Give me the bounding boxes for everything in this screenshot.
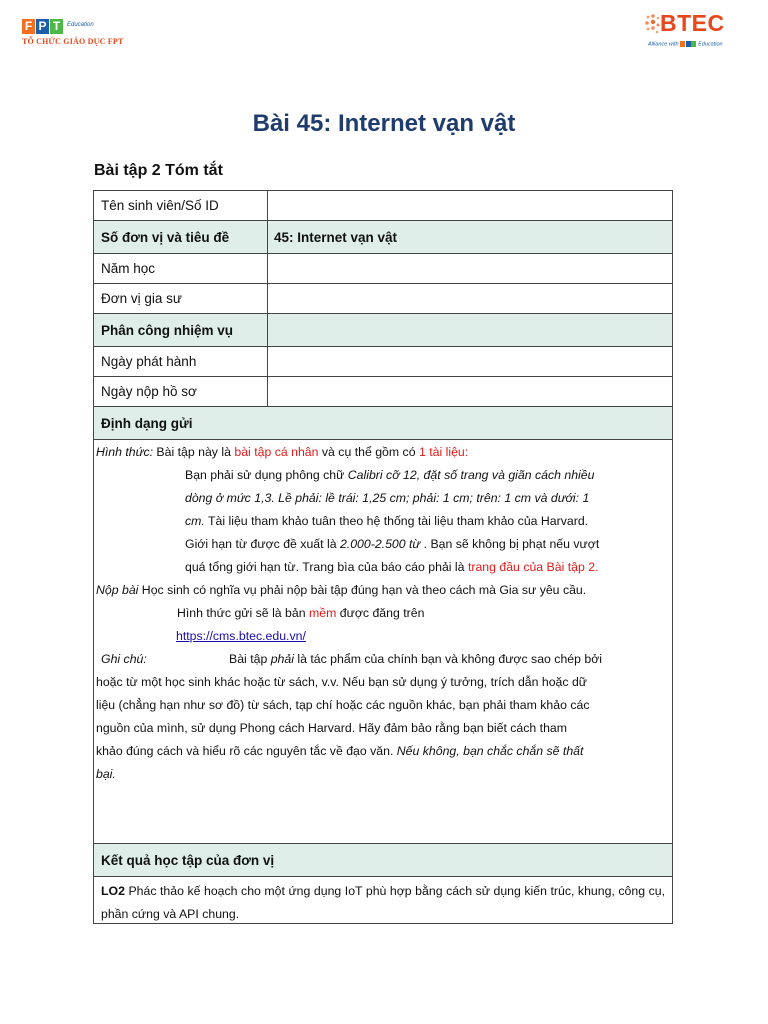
table-row-issue-date bbox=[94, 347, 672, 377]
outcome-text: LO2 Phác thảo kế hoạch cho một ứng dụng IoT phù hợp bằng cách sử dụng kiến trúc, khung, công cụ, phần cứng và API chung. bbox=[101, 884, 665, 921]
row-label: Năm học bbox=[94, 254, 268, 283]
table-row-outcome-heading bbox=[94, 844, 672, 877]
assignment-table bbox=[93, 190, 673, 924]
fpt-logo-t: T bbox=[50, 19, 63, 34]
desc-line: Bài tập phải là tác phẩm của chính bạn và không được sao chép bởi bbox=[229, 652, 603, 666]
desc-line: Hình thức: Bài tập này là bài tập cá nhân và cụ thể gồm có 1 tài liệu: bbox=[96, 445, 469, 459]
desc-line bbox=[176, 625, 306, 648]
row-value bbox=[268, 347, 672, 376]
desc-line: liệu (chẳng hạn như sơ đồ) từ sách, tạp chí hoặc các nguồn khác, bạn phải tham khảo các bbox=[96, 698, 590, 712]
btec-alliance-suffix: Education bbox=[698, 41, 723, 48]
table-row-assignment bbox=[94, 314, 672, 347]
fpt-logo-p: P bbox=[36, 19, 49, 34]
desc-line: cm. Tài liệu tham khảo tuân theo hệ thống tài liệu tham khảo của Harvard. bbox=[185, 514, 589, 528]
fpt-edu-label: Education bbox=[67, 22, 94, 28]
desc-line: quá tổng giới hạn từ. Trang bìa của báo cáo phải là trang đầu của Bài tập 2. bbox=[185, 560, 599, 574]
btec-alliance bbox=[648, 41, 723, 47]
fpt-logo-f: F bbox=[22, 19, 35, 34]
format-description bbox=[94, 440, 672, 844]
assignment-subtitle: Bài tập 2 Tóm tắt bbox=[94, 162, 223, 179]
desc-line: nguồn của mình, sử dụng Phong cách Harvard. Hãy đảm bảo rằng bạn biết cách tham bbox=[96, 721, 568, 735]
cms-link[interactable]: https://cms.btec.edu.vn/ bbox=[176, 629, 306, 643]
row-value bbox=[268, 284, 672, 313]
table-row-year bbox=[94, 254, 672, 284]
row-value bbox=[268, 254, 672, 283]
fpt-education-logo bbox=[22, 12, 123, 46]
table-row-student bbox=[94, 191, 672, 221]
row-label: Ngày nộp hồ sơ bbox=[94, 377, 268, 406]
desc-line: khảo đúng cách và hiểu rõ các nguyên tắc về đạo văn. Nếu không, bạn chắc chắn sẽ thất bbox=[96, 744, 584, 758]
table-row-submit-date bbox=[94, 377, 672, 407]
row-value bbox=[268, 377, 672, 406]
desc-line: Nộp bài Học sinh có nghĩa vụ phải nộp bài tập đúng hạn và theo cách mà Gia sư yêu cầu. bbox=[96, 583, 587, 597]
row-value bbox=[268, 314, 672, 346]
desc-line: hoặc từ một học sinh khác hoặc từ sách, v.v. Nếu bạn sử dụng ý tưởng, trích dẫn hoặc dữ bbox=[96, 675, 588, 689]
btec-wordmark: BTEC bbox=[660, 10, 725, 36]
row-label: Đơn vị gia sư bbox=[94, 284, 268, 313]
desc-line: Giới hạn từ được đề xuất là 2.000-2.500 từ . Bạn sẽ không bị phạt nếu vượt bbox=[185, 537, 600, 551]
row-label: Tên sinh viên/Số ID bbox=[94, 191, 268, 220]
table-row-unit bbox=[94, 221, 672, 254]
row-label: Số đơn vị và tiêu đề bbox=[94, 221, 268, 253]
fpt-org-name: TỔ CHỨC GIÁO DỤC FPT bbox=[22, 37, 124, 46]
table-row-tutor bbox=[94, 284, 672, 314]
table-row-outcome bbox=[94, 877, 672, 923]
row-label: Ngày phát hành bbox=[94, 347, 268, 376]
table-row-format-heading bbox=[94, 407, 672, 440]
desc-line: Hình thức gửi sẽ là bản mềm được đăng trên bbox=[177, 606, 425, 620]
desc-line: dòng ở mức 1,3. Lề phải: lề trái: 1,25 cm; phải: 1 cm; trên: 1 cm và dưới: 1 bbox=[185, 491, 590, 505]
desc-line: Bạn phải sử dụng phông chữ Calibri cỡ 12, đặt số trang và giãn cách nhiều bbox=[185, 468, 595, 482]
format-heading: Định dạng gửi bbox=[101, 415, 193, 431]
btec-alliance-prefix: Alliance with bbox=[648, 41, 679, 48]
row-label: Phân công nhiệm vụ bbox=[94, 314, 268, 346]
page-header bbox=[0, 0, 768, 70]
page-title: Bài 45: Internet vạn vật bbox=[252, 110, 516, 137]
row-value bbox=[268, 191, 672, 220]
note-label: Ghi chú: bbox=[101, 652, 147, 666]
row-value: 45: Internet vạn vật bbox=[274, 229, 398, 245]
desc-line: bại. bbox=[96, 767, 116, 781]
outcome-heading: Kết quả học tập của đơn vị bbox=[101, 852, 275, 868]
